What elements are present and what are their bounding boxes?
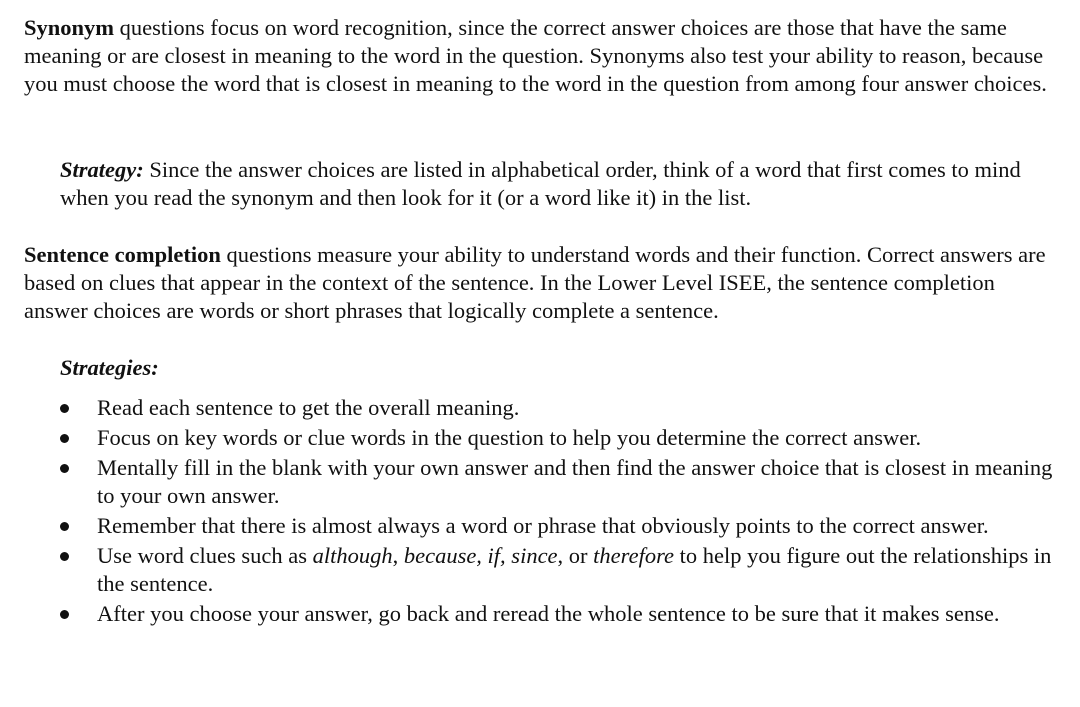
clue-separator: , xyxy=(392,543,404,568)
bullet-icon xyxy=(60,434,69,443)
clue-separator: , or xyxy=(557,543,594,568)
sentence-completion-term: Sentence completion xyxy=(24,242,221,267)
list-item xyxy=(60,512,1070,540)
list-item-text: Mentally fill in the blank with your own answer and then find the answer choice that is closest in meaning to your own answer. xyxy=(97,455,1053,508)
clue-prefix: Use word clues such as xyxy=(97,543,313,568)
synonym-text: questions focus on word recognition, since the correct answer choices are those that have the same meaning or are closest in meaning to the word in the question. Synonyms also test your ability to reason, because you must choose the word that is closest in meaning to the word in the question from among four answer choices. xyxy=(24,15,1047,96)
bullet-icon xyxy=(60,522,69,531)
list-item xyxy=(60,424,1070,452)
strategy-label: Strategy: xyxy=(60,157,144,182)
strategies-list xyxy=(60,394,1070,630)
list-item xyxy=(60,542,1070,598)
list-item-text: Focus on key words or clue words in the question to help you determine the correct answer. xyxy=(97,425,922,450)
list-item-text: Remember that there is almost always a word or phrase that obviously points to the correct answer. xyxy=(97,513,989,538)
sentence-completion-text: questions measure your ability to understand words and their function. Correct answers are based on clues that appear in the context of the sentence. In the Lower Level ISEE, the sentence completion answer choices are words or short phrases that logically complete a sentence. xyxy=(24,242,1046,323)
clue-words-because-if-since: because, if, since xyxy=(403,543,558,568)
list-item xyxy=(60,394,1070,422)
clue-suffix: to help you figure out the relationships in the sentence. xyxy=(97,543,1052,596)
list-item xyxy=(60,454,1070,510)
list-item-text: After you choose your answer, go back and reread the whole sentence to be sure that it makes sense. xyxy=(97,601,1000,626)
clue-word-although: although xyxy=(312,543,393,568)
bullet-icon xyxy=(60,552,69,561)
list-item-text: Read each sentence to get the overall meaning. xyxy=(97,395,520,420)
bullet-icon xyxy=(60,404,69,413)
bullet-icon xyxy=(60,464,69,473)
strategy-text: Since the answer choices are listed in alphabetical order, think of a word that first comes to mind when you read the synonym and then look for it (or a word like it) in the list. xyxy=(60,157,1021,210)
synonym-term: Synonym xyxy=(24,15,115,40)
clue-word-therefore: therefore xyxy=(593,543,674,568)
sentence-completion-paragraph xyxy=(24,241,1064,325)
bullet-icon xyxy=(60,610,69,619)
list-item-text xyxy=(97,543,1051,596)
strategies-heading: Strategies: xyxy=(60,355,159,380)
synonym-paragraph xyxy=(24,14,1064,98)
synonym-strategy-paragraph xyxy=(60,156,1070,212)
list-item xyxy=(60,600,1070,628)
